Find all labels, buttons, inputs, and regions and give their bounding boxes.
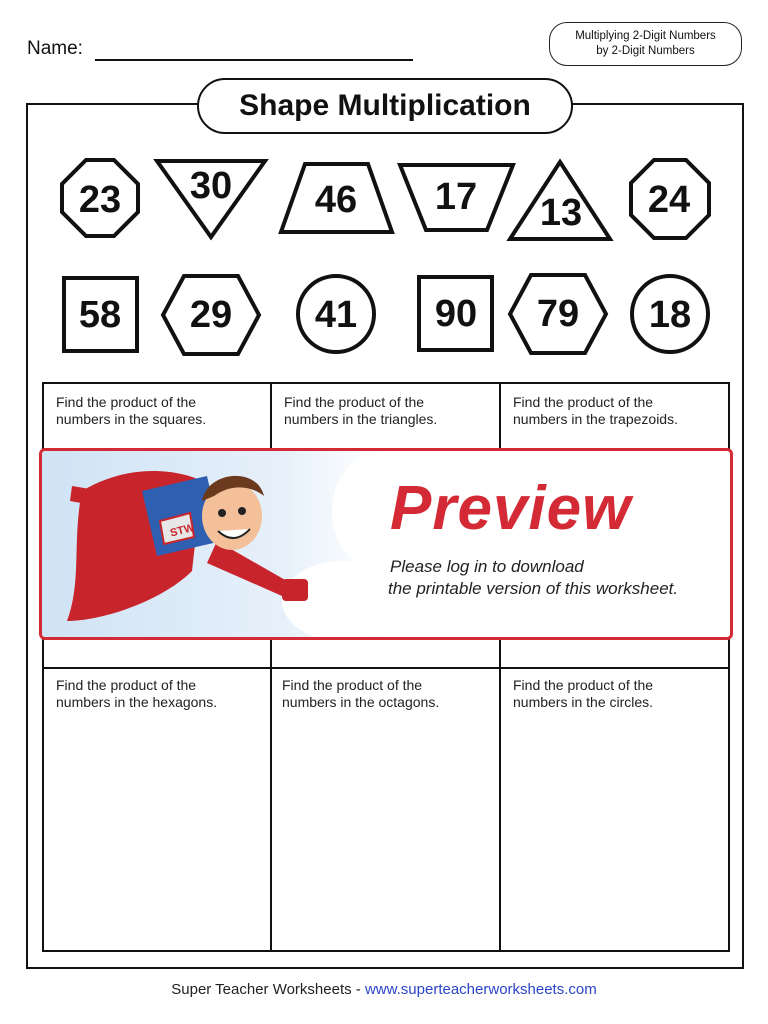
task-cell-hexagons	[44, 667, 270, 721]
task-text: Find the product of the	[284, 394, 425, 410]
octagon-shape	[631, 160, 709, 238]
square-shape	[64, 278, 137, 351]
square-shape	[419, 277, 492, 350]
circle-shape	[632, 276, 708, 352]
task-text: numbers in the triangles.	[284, 411, 438, 427]
task-text: Find the product of the	[513, 677, 654, 693]
topic-line-2: by 2-Digit Numbers	[596, 45, 695, 57]
shape-number: 41	[314, 294, 358, 336]
octagon-shape	[62, 160, 138, 236]
preview-banner[interactable]	[39, 448, 733, 640]
shape-number: 58	[78, 294, 122, 336]
task-text: numbers in the trapezoids.	[513, 411, 678, 427]
hexagon-shape	[510, 275, 606, 353]
task-text: Find the product of the	[56, 677, 197, 693]
shape-number: 79	[536, 293, 580, 335]
task-cell-trapezoids	[501, 384, 728, 438]
triangle-up-shape	[510, 162, 610, 239]
footer-link[interactable]: www.superteacherworksheets.com	[364, 981, 597, 998]
shape-number: 46	[314, 179, 358, 221]
triangle-down-shape	[157, 161, 265, 237]
task-cell-circles	[501, 667, 728, 721]
shape-number: 17	[434, 176, 478, 218]
preview-title: Preview	[390, 474, 632, 543]
task-cell-octagons	[270, 667, 499, 721]
preview-message-line2: the printable version of this worksheet.	[388, 579, 679, 598]
shape-number: 18	[648, 294, 692, 336]
trapezoid-shape	[281, 164, 392, 232]
worksheet-title: Shape Multiplication	[197, 78, 573, 134]
footer	[0, 981, 768, 998]
preview-message-line1: Please log in to download	[390, 557, 584, 576]
shape-number: 24	[647, 179, 691, 221]
footer-text: Super Teacher Worksheets -	[171, 981, 365, 998]
task-cell-squares	[44, 384, 270, 438]
hexagon-shape	[163, 276, 259, 354]
shape-number: 13	[539, 192, 583, 234]
mascot-badge: STW	[168, 521, 196, 540]
task-text: numbers in the octagons.	[282, 694, 440, 710]
shape-number: 29	[189, 294, 233, 336]
shape-number: 90	[434, 293, 478, 335]
task-text: numbers in the circles.	[513, 694, 654, 710]
task-cell-triangles	[272, 384, 499, 438]
task-text: Find the product of the	[282, 677, 423, 693]
topic-line-1: Multiplying 2-Digit Numbers	[575, 30, 716, 42]
task-text: Find the product of the	[513, 394, 654, 410]
shape-number: 23	[78, 179, 122, 221]
circle-shape	[298, 276, 374, 352]
shape-number: 30	[189, 165, 233, 207]
superhero-mascot-icon	[42, 451, 382, 640]
task-text: numbers in the hexagons.	[56, 694, 218, 710]
task-text: Find the product of the	[56, 394, 197, 410]
name-label: Name:	[27, 38, 83, 59]
shapes-area	[0, 0, 768, 380]
task-text: numbers in the squares.	[56, 411, 207, 427]
trapezoid-inverted-shape	[400, 165, 513, 230]
